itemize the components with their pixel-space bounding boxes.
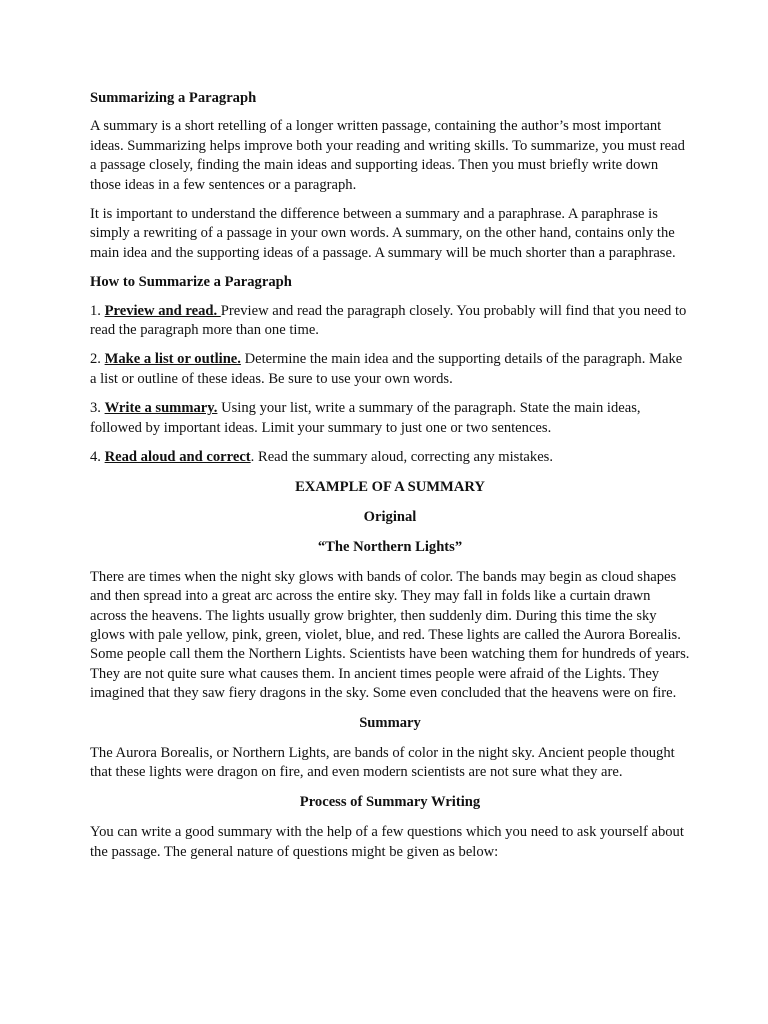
step-text: Using your list, write a summary of the paragraph. State the main ideas, followed by important ideas. Limit your summary to just one or two sentences. xyxy=(90,400,641,436)
original-heading: Original xyxy=(363,508,417,525)
example-heading: EXAMPLE OF A SUMMARY xyxy=(295,478,485,495)
step-text: Determine the main idea and the supporting details of the paragraph. Make a list or outline of these ideas. Be sure to use your own words. xyxy=(90,351,683,387)
document-title: Summarizing a Paragraph xyxy=(90,90,257,106)
step-label: Preview and read. xyxy=(104,302,221,319)
step-number: 2. xyxy=(90,351,105,368)
step-number: 4. xyxy=(90,449,105,466)
step-4 xyxy=(90,448,690,467)
process-paragraph: You can write a good summary with the help of a few questions which you need to ask yourself about the passage. The general nature of questions might be given as below: xyxy=(90,824,684,860)
step-2 xyxy=(90,350,690,389)
step-label: Make a list or outline. xyxy=(104,351,241,368)
summary-heading: Summary xyxy=(359,714,421,731)
step-number: 1. xyxy=(90,302,105,319)
story-title: “The Northern Lights” xyxy=(317,539,463,556)
step-text: . Read the summary aloud, correcting any mistakes. xyxy=(250,449,554,466)
step-1 xyxy=(90,302,690,341)
process-heading: Process of Summary Writing xyxy=(299,793,481,810)
how-to-heading: How to Summarize a Paragraph xyxy=(90,274,292,291)
step-text: Preview and read the paragraph closely. You probably will find that you need to read the paragraph more than one time. xyxy=(90,302,687,339)
intro-paragraph-1: A summary is a short retelling of a longer written passage, containing the author’s most important ideas. Summarizing helps improve both your reading and writing skills. To summarize, you must read a passage closely, finding the main ideas and supporting ideas. Then you must briefly write down those ideas in a few sentences or a paragraph. xyxy=(90,118,685,193)
story-paragraph: There are times when the night sky glows with bands of color. The bands may begin as cloud shapes and then spread into a great arc across the entire sky. They may fall in folds like a curtain drawn across the heavens. The lights usually grow brighter, then suddenly dim. During this time the sky glows with pale yellow, pink, green, violet, blue, and red. These lights are called the Aurora Borealis. Some people call them the Northern Lights. Scientists have been watching them for hundreds of years. They are not quite sure what causes them. In ancient times people were afraid of the Lights. They imagined that they saw fiery dragons in the sky. Some even concluded that the heavens were on fire. xyxy=(90,568,690,702)
summary-paragraph: The Aurora Borealis, or Northern Lights, are bands of color in the night sky. Ancient people thought that these lights were dragon on fire, and even modern scientists are not sure what they are. xyxy=(90,744,675,781)
step-label: Read aloud and correct xyxy=(104,449,251,466)
step-3 xyxy=(90,399,690,438)
step-number: 3. xyxy=(90,400,105,417)
intro-paragraph-2: It is important to understand the difference between a summary and a paraphrase. A paraphrase is simply a rewriting of a passage in your own words. A summary, on the other hand, contains only the main idea and the supporting ideas of a passage. A summary will be much shorter than a paraphrase. xyxy=(90,206,676,261)
step-label: Write a summary. xyxy=(104,400,218,417)
